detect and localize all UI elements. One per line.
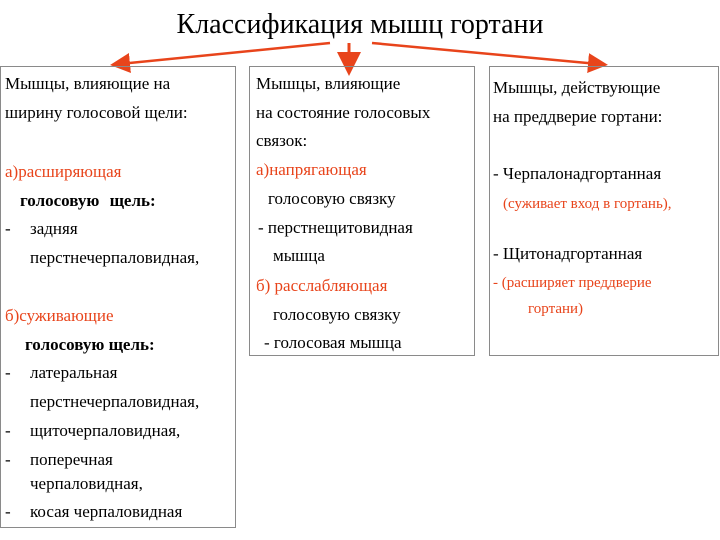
arrow-right [372,43,598,64]
col2-heading-line3: связок: [256,131,308,150]
col2-b-item1: - голосовая мышца [264,333,402,352]
col1-b-item1-dash: - [5,363,11,382]
col1-a-title: а)расширяющая [5,162,122,181]
col2-a-title: а)напрягающая [256,160,367,179]
col2-heading-line1: Мышцы, влияющие [256,74,401,93]
col1-a-item1-dash: - [5,219,11,238]
col3-item1: - Черпалонадгортанная [493,164,662,183]
col2-a-item1: - перстнещитовидная [258,218,413,237]
col2-heading-line2: на состояние голосовых [256,103,431,122]
col3-heading-line1: Мышцы, действующие [493,78,661,97]
col3-item2-note-line2: гортани) [528,301,584,317]
col1-heading-line2: ширину голосовой щели: [5,103,188,122]
col3-heading-line2: на преддверие гортани: [493,107,663,126]
col1-heading-line1: Мышцы, влияющие на [5,74,171,93]
col2-b-title: б) расслабляющая [256,276,388,295]
col2-a-item1-line2: мышца [273,246,325,265]
col1-b-item3-dash: - [5,450,11,469]
page-title: Классификация мышц гортани [176,9,544,40]
col3-item2-note-line1: - (расширяет преддверие [493,275,652,291]
col1-a-subtitle: голосовую щель: [20,191,156,210]
col1-b-item4: косая черпаловидная [30,502,183,521]
col1-b-item2: щиточерпаловидная, [30,421,181,440]
col1-b-item2-dash: - [5,421,11,440]
col1-b-title: б)суживающие [5,306,114,325]
col1-b-subtitle: голосовую щель: [25,335,155,354]
col1-a-item1-line2: перстнечерпаловидная, [30,248,200,267]
col2-b-subtitle: голосовую связку [273,305,401,324]
col3-item2: - Щитонадгортанная [493,244,643,263]
col1-b-item1-line1: латеральная [30,363,118,382]
col1-b-item4-dash: - [5,502,11,521]
col1-b-item3-line1: поперечная [30,450,113,469]
col1-b-item3-line2: черпаловидная, [30,474,143,493]
col3-item1-note: (суживает вход в гортань), [503,196,672,212]
col2-a-subtitle: голосовую связку [268,189,396,208]
col1-a-item1-line1: задняя [30,219,78,238]
col1-b-item1-line2: перстнечерпаловидная, [30,392,200,411]
arrow-left [120,43,330,64]
